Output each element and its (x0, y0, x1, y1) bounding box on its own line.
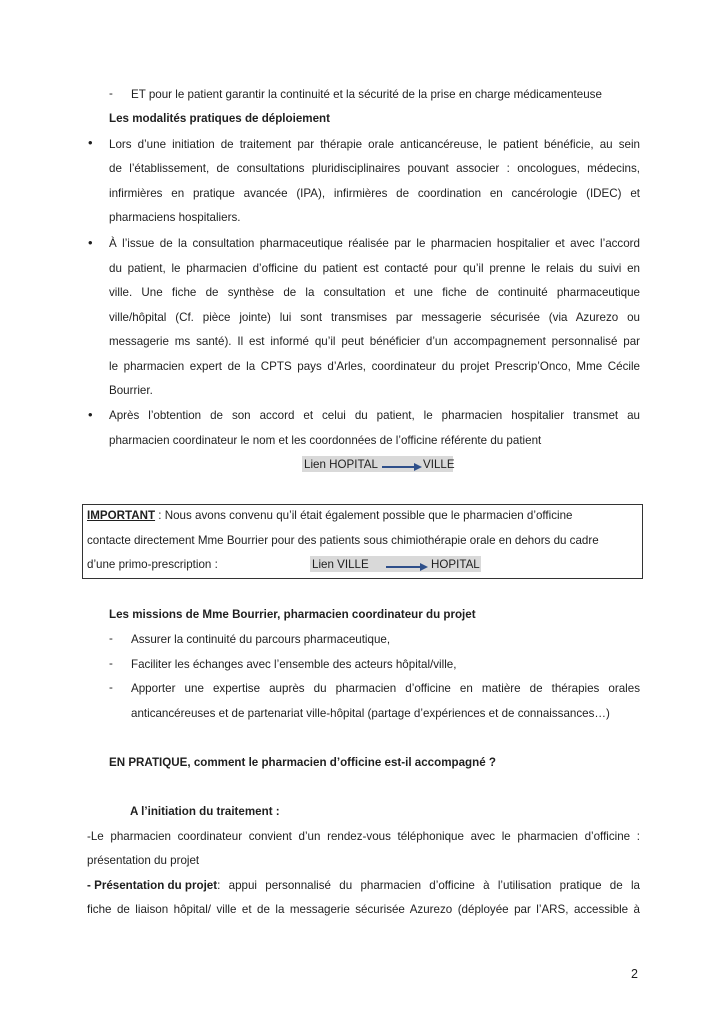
list-dash: - (109, 681, 113, 694)
bullet1-line4: pharmaciens hospitaliers. (109, 211, 241, 224)
bullet-icon: • (88, 407, 93, 422)
bullet1-line1: Lors d’une initiation de traitement par thérapie orale anticancéreuse, le patient bénéficie, au sein (109, 138, 640, 151)
bullet2-line7: Bourrier. (109, 384, 153, 397)
important-label: IMPORTANT (87, 509, 156, 522)
continuity-item: ET pour le patient garantir la continuité et la sécurité de la prise en charge médicamenteuse (131, 88, 602, 101)
lien-to-label: HOPITAL (431, 558, 480, 571)
mission-item-2: Faciliter les échanges avec l’ensemble des acteurs hôpital/ville, (131, 658, 457, 671)
bullet1-line3: infirmières en pratique avancée (IPA), infirmières de coordination en cancérologie (IDEC) et (109, 187, 640, 200)
arrow-right-icon (382, 463, 422, 471)
bullet-icon: • (88, 135, 93, 150)
bullet3-line2: pharmacien coordinateur le nom et les coordonnées de l’officine référente du patient (109, 434, 542, 447)
important-line3: d’une primo-prescription : (87, 558, 218, 571)
bullet2-line3: ville. Une fiche de synthèse de la consultation et une fiche de continuité pharmaceutique (109, 286, 640, 299)
paragraph-rdv-line2: présentation du projet (87, 854, 200, 867)
lien-from-label: Lien HOPITAL (304, 458, 378, 471)
mission-item-3-cont: anticancéreuses et de partenariat ville-hôpital (partage d’expériences et de connaissances…) (131, 707, 610, 720)
bullet2-line1: À l’issue de la consultation pharmaceutique réalisée par le pharmacien hospitalier et avec l’accord (109, 237, 640, 250)
page-number: 2 (631, 967, 638, 981)
lien-hopital-ville (302, 456, 453, 472)
subheading-initiation: A l’initiation du traitement : (130, 805, 280, 818)
important-line1-text: : Nous avons convenu qu’il était également possible que le pharmacien d’officine (155, 509, 573, 522)
paragraph-presentation-line2: fiche de liaison hôpital/ ville et de la messagerie sécurisée Azurezo (déployée par l’ARS, accessible à (87, 903, 640, 916)
section-heading-en-pratique: EN PRATIQUE, comment le pharmacien d’officine est-il accompagné ? (109, 756, 496, 769)
bullet2-line5: messagerie ms santé). Il est informé qu’il peut bénéficier d’un accompagnement personnalisé par (109, 335, 640, 348)
bullet2-line4: ville/hôpital (Cf. pièce jointe) lui sont transmises par messagerie sécurisée (via Azurezo ou (109, 311, 640, 324)
paragraph-presentation-line1 (87, 878, 640, 893)
bullet-icon: • (88, 235, 93, 250)
list-dash: - (109, 632, 113, 645)
list-dash: - (109, 657, 113, 670)
bullet3-line1: Après l’obtention de son accord et celui du patient, le pharmacien hospitalier transmet au (109, 409, 640, 422)
list-dash: - (109, 87, 113, 100)
mission-item-1: Assurer la continuité du parcours pharmaceutique, (131, 633, 391, 646)
bullet1-line2: de l’établissement, de consultations pluridisciplinaires pouvant associer : oncologues, médecins, (109, 162, 640, 175)
important-line2: contacte directement Mme Bourrier pour des patients sous chimiothérapie orale en dehors du cadre (87, 534, 599, 547)
presentation-bold: - Présentation du projet (87, 879, 218, 892)
arrow-right-icon (386, 563, 428, 571)
section-heading-missions: Les missions de Mme Bourrier, pharmacien coordinateur du projet (109, 608, 476, 621)
mission-item-3: Apporter une expertise auprès du pharmacien d’officine en matière de thérapies orales (131, 682, 640, 695)
lien-to-label: VILLE (423, 458, 455, 471)
paragraph-rdv-line1: -Le pharmacien coordinateur convient d’un rendez-vous téléphonique avec le pharmacien d’officine : (87, 830, 640, 843)
lien-ville-hopital (310, 556, 481, 572)
important-line1 (87, 508, 572, 523)
bullet2-line6: le pharmacien expert de la CPTS pays d’Arles, coordinateur du projet Prescrip’Onco, Mme Cécile (109, 360, 640, 373)
lien-from-label: Lien VILLE (312, 558, 369, 571)
bullet2-line2: du patient, le pharmacien d’officine du patient est contacté pour qu’il prenne le relais du suivi en (109, 262, 640, 275)
section-heading-modalites: Les modalités pratiques de déploiement (109, 112, 330, 125)
presentation-rest: : appui personnalisé du pharmacien d’officine à l’utilisation pratique de la (217, 879, 640, 892)
